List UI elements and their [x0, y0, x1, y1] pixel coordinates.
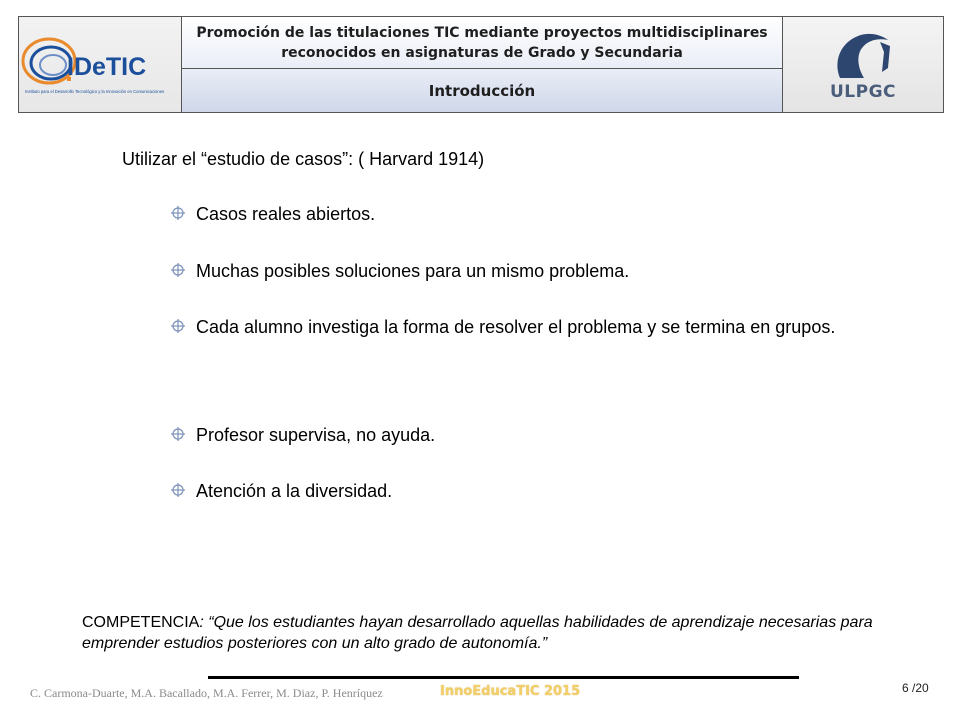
page-number: 6 /20 [902, 681, 929, 695]
competencia-label: COMPETENCIA [82, 614, 200, 631]
ulpgc-emblem-icon [828, 28, 898, 80]
header-center [182, 17, 783, 112]
bullet-star-icon [170, 205, 196, 226]
slide-header [18, 16, 944, 113]
presentation-title [182, 17, 782, 69]
bullet-star-icon [170, 426, 196, 447]
footer-event-name: InnoEducaTIC 2015 [440, 684, 581, 699]
presentation-title-line2: reconocidos en asignaturas de Grado y Secundaria [281, 44, 683, 61]
idetic-logo-text: IDeTIC [67, 53, 147, 81]
bullet-star-icon [170, 482, 196, 503]
bullet-item [170, 481, 392, 503]
idetic-logo-graphic [19, 17, 182, 112]
bullet-text: Casos reales abiertos. [196, 204, 376, 224]
bullet-text: Cada alumno investiga la forma de resolver el problema y se termina en grupos. [196, 317, 836, 337]
competencia-quote: : “Que los estudiantes hayan desarrollado aquellas habilidades de aprendizaje necesarias para emprender estudios posteriores con un alto grado de autonomía.” [82, 614, 873, 652]
bullet-text: Muchas posibles soluciones para un mismo problema. [196, 261, 630, 281]
bullet-item [170, 317, 880, 354]
bullet-star-icon [170, 318, 196, 339]
footer-divider [208, 676, 799, 679]
ulpgc-logo [783, 17, 943, 112]
intro-text: Utilizar el “estudio de casos”: ( Harvard 1914) [122, 149, 485, 169]
presentation-title-line1: Promoción de las titulaciones TIC mediante proyectos multidisciplinares [196, 24, 768, 41]
bullet-star-icon [170, 262, 196, 283]
footer-authors: C. Carmona-Duarte, M.A. Bacallado, M.A. Ferrer, M. Diaz, P. Henríquez [30, 686, 383, 700]
bullet-item [170, 204, 375, 226]
ulpgc-logo-text: ULPGC [829, 81, 897, 102]
idetic-logo [19, 17, 182, 112]
bullet-text: Profesor supervisa, no ayuda. [196, 425, 436, 445]
section-title: Introducción [428, 81, 536, 100]
competencia-note [82, 612, 882, 654]
bullet-item [170, 425, 435, 447]
bullet-item [170, 261, 629, 283]
bullet-text: Atención a la diversidad. [196, 481, 393, 501]
idetic-logo-subtitle: Instituto para el Desarrollo Tecnológico y la Innovación en Comunicaciones [25, 89, 165, 94]
